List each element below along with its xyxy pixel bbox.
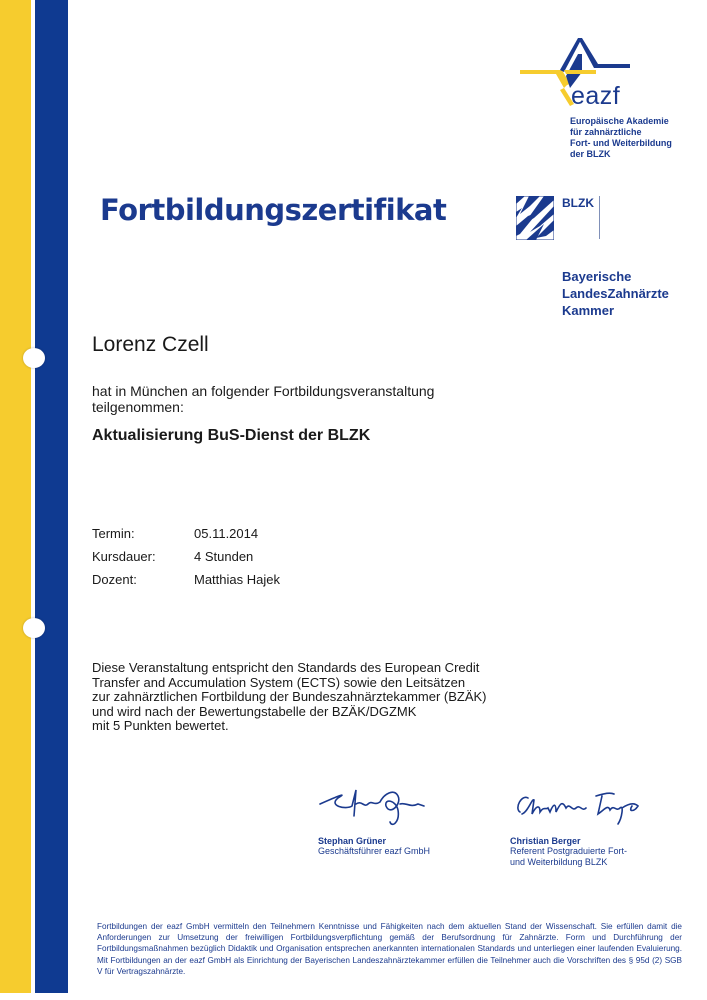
detail-label: Kursdauer:	[92, 549, 156, 564]
eazf-desc-line: für zahnärztliche	[570, 127, 642, 137]
standards-line: Diese Veranstaltung entspricht den Standards des European Credit	[92, 660, 480, 675]
signature-block-berger	[510, 782, 650, 868]
handwritten-signature-icon	[318, 782, 428, 832]
eazf-wordmark: eazf	[571, 82, 621, 110]
participation-statement	[92, 383, 472, 415]
recipient-name: Lorenz Czell	[92, 333, 209, 356]
standards-line: zur zahnärztlichen Fortbildung der Bundeszahnärztekammer (BZÄK)	[92, 689, 487, 704]
detail-value: 05.11.2014	[194, 526, 259, 541]
eazf-description	[570, 116, 672, 160]
footer-disclaimer: Fortbildungen der eazf GmbH vermitteln den Teilnehmern Kenntnisse und Fähigkeiten nach dem aktuellen Stand der Wissenschaft. Sie erfüllen damit die Anforderungen zur Umsetzung der freiwilligen Fortbildungsverpflichtung gemäß der Berufsordnung für Zahnärzte. Form und Durchführung der Fortbildungsmaßnahmen bezüglich Didaktik und Organisation entsprechen anerkannten internationalen Standards und unterliegen einer laufenden Evaluierung. Mit Fortbildungen an der eazf GmbH als Einrichtung der Bayerischen Landeszahnärztekammer erfüllen die Teilnehmer auch die Vorschriften des § 95d (2) SGB V für Vertragszahnärzte.	[97, 922, 682, 976]
intro-line: hat in München an folgender Fortbildungsveranstaltung	[92, 383, 435, 399]
role-line: und Weiterbildung BLZK	[510, 857, 608, 867]
standards-line: und wird nach der Bewertungstabelle der BZÄK/DGZMK	[92, 703, 417, 719]
signature-block-gruener	[318, 782, 430, 857]
punch-hole-bottom	[23, 618, 45, 638]
detail-row-date	[92, 522, 280, 545]
intro-line: teilgenommen:	[92, 399, 184, 415]
eazf-desc-line: Fort- und Weiterbildung	[570, 138, 672, 148]
yellow-side-stripe	[0, 0, 31, 993]
blue-side-stripe	[35, 0, 68, 993]
blzk-name-line: Kammer	[562, 303, 615, 318]
detail-label: Termin:	[92, 526, 135, 541]
detail-row-duration	[92, 545, 280, 568]
signatory-name: Stephan Grüner	[318, 836, 387, 846]
blzk-divider	[599, 196, 600, 239]
detail-label: Dozent:	[92, 572, 137, 587]
standards-statement	[92, 661, 532, 734]
signatory-role	[510, 846, 650, 868]
standards-line: mit 5 Punkten bewertet.	[92, 718, 229, 733]
eazf-desc-line: der BLZK	[570, 149, 611, 159]
detail-value: 4 Stunden	[194, 549, 254, 564]
blzk-name-line: Bayerische	[562, 269, 632, 284]
standards-line: Transfer and Accumulation System (ECTS) sowie den Leitsätzen	[92, 674, 466, 690]
blzk-full-name	[562, 268, 669, 319]
course-details	[92, 522, 280, 591]
bavarian-lozenge-flag-icon	[516, 196, 554, 240]
course-title: Aktualisierung BuS-Dienst der BLZK	[92, 427, 371, 444]
detail-value: Matthias Hajek	[194, 572, 280, 587]
signatory-name: Christian Berger	[510, 836, 581, 846]
eazf-desc-line: Europäische Akademie	[570, 116, 669, 126]
detail-row-lecturer	[92, 568, 280, 591]
role-line: Referent Postgraduierte Fort-	[510, 846, 628, 856]
punch-hole-top	[23, 348, 45, 368]
blzk-label: BLZK	[562, 196, 594, 210]
signatory-role: Geschäftsführer eazf GmbH	[318, 846, 431, 856]
handwritten-signature-icon	[510, 782, 650, 832]
blzk-name-line: LandesZahnärzte	[562, 286, 669, 301]
certificate-title: Fortbildungszertifikat	[100, 193, 447, 227]
